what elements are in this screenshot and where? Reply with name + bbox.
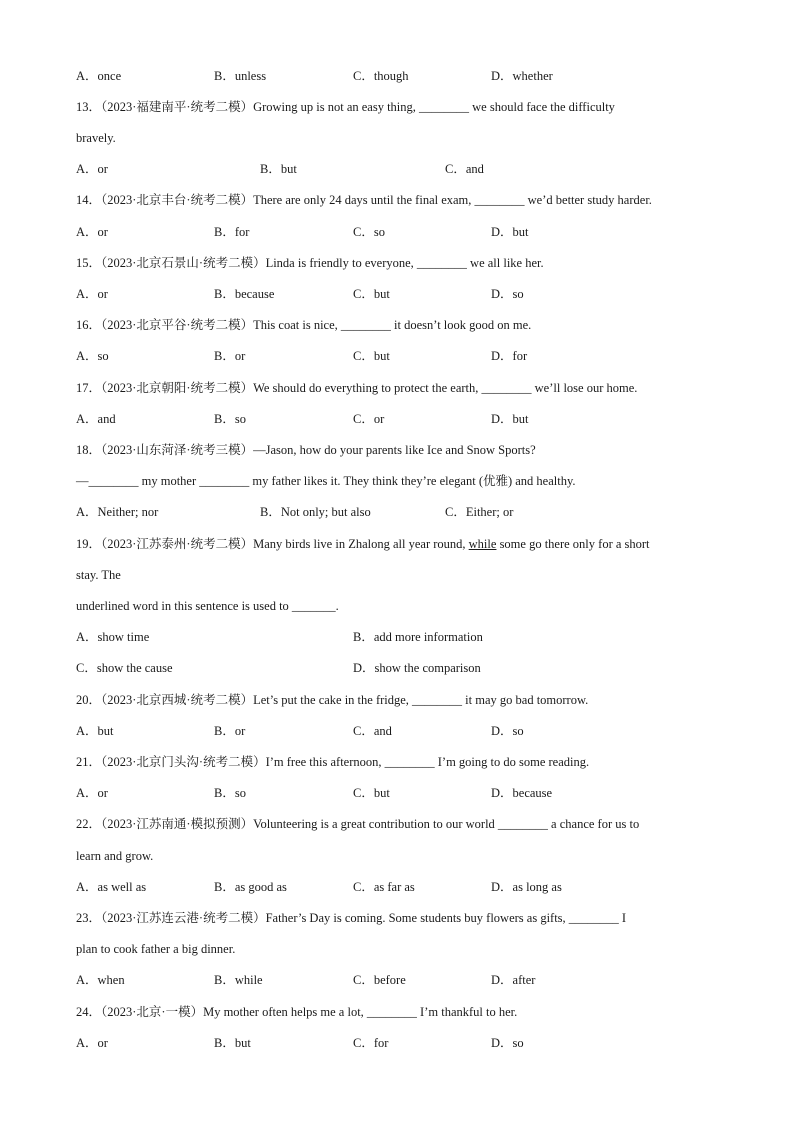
q14-option-c: C．so <box>353 225 385 239</box>
q14-option-a: A．or <box>76 225 108 239</box>
q16-option-a: A．so <box>76 349 109 363</box>
q23-option-b: B．while <box>214 973 263 987</box>
q17-option-c: C．or <box>353 412 385 426</box>
q21-option-a: A．or <box>76 786 108 800</box>
q17-option-b: B．so <box>214 412 246 426</box>
q18-option-c: C．Either; or <box>445 505 514 519</box>
q19-stem-line3: underlined word in this sentence is used to _______. <box>76 599 339 613</box>
q12-option-d: D．whether <box>491 69 553 83</box>
q19-underlined-word: while <box>468 537 497 551</box>
q18-stem-line2: —________ my mother ________ my father likes it. They think they’re elegant (优雅) and healthy. <box>76 474 576 488</box>
q23-option-d: D．after <box>491 973 536 987</box>
q15-option-b: B．because <box>214 287 275 301</box>
q24-stem: 24．（2023·北京·一模）My mother often helps me a lot, ________ I’m thankful to her. <box>76 1005 518 1019</box>
q15-option-d: D．so <box>491 287 524 301</box>
q16-option-d: D．for <box>491 349 528 363</box>
q19-option-a: A．show time <box>76 630 150 644</box>
q14-stem: 14．（2023·北京丰台·统考二模）There are only 24 days until the final exam, ________ we’d better study harder. <box>76 193 652 207</box>
q22-option-a: A．as well as <box>76 880 147 894</box>
q12-option-c: C．though <box>353 69 409 83</box>
q16-stem: 16．（2023·北京平谷·统考二模）This coat is nice, ________ it doesn’t look good on me. <box>76 318 532 332</box>
q15-option-a: A．or <box>76 287 108 301</box>
q22-option-c: C．as far as <box>353 880 415 894</box>
q12-option-a: A．once <box>76 69 122 83</box>
q24-option-c: C．for <box>353 1036 389 1050</box>
q22-stem-line1: 22．（2023·江苏南通·模拟预测）Volunteering is a great contribution to our world ________ a chance for us to <box>76 817 640 831</box>
q24-option-a: A．or <box>76 1036 108 1050</box>
q13-option-b: B．but <box>260 162 297 176</box>
q19-option-c: C．show the cause <box>76 661 173 675</box>
q22-option-d: D．as long as <box>491 880 562 894</box>
q12-option-b: B．unless <box>214 69 267 83</box>
q16-option-b: B．or <box>214 349 246 363</box>
q23-stem-line1: 23．（2023·江苏连云港·统考二模）Father’s Day is coming. Some students buy flowers as gifts, ________ I <box>76 911 627 925</box>
q17-option-d: D．but <box>491 412 529 426</box>
q18-stem-line1: 18．（2023·山东菏泽·统考三模）—Jason, how do your parents like Ice and Snow Sports? <box>76 443 536 457</box>
q20-option-a: A．but <box>76 724 114 738</box>
q20-stem: 20．（2023·北京西城·统考二模）Let’s put the cake in the fridge, ________ it may go bad tomorrow. <box>76 693 589 707</box>
q14-option-b: B．for <box>214 225 250 239</box>
q24-option-b: B．but <box>214 1036 251 1050</box>
q19-option-d: D．show the comparison <box>353 661 481 675</box>
q19-option-b: B．add more information <box>353 630 483 644</box>
q19-stem-line2: stay. The <box>76 568 121 582</box>
q23-option-a: A．when <box>76 973 125 987</box>
q13-stem-line2: bravely. <box>76 131 116 145</box>
q23-option-c: C．before <box>353 973 406 987</box>
q21-stem: 21．（2023·北京门头沟·统考二模）I’m free this afternoon, ________ I’m going to do some reading. <box>76 755 590 769</box>
q20-option-d: D．so <box>491 724 524 738</box>
q22-option-b: B．as good as <box>214 880 287 894</box>
q21-option-c: C．but <box>353 786 390 800</box>
q20-option-b: B．or <box>214 724 246 738</box>
q15-option-c: C．but <box>353 287 390 301</box>
q13-option-a: A．or <box>76 162 108 176</box>
q24-option-d: D．so <box>491 1036 524 1050</box>
q17-option-a: A．and <box>76 412 116 426</box>
q20-option-c: C．and <box>353 724 392 738</box>
q17-stem: 17．（2023·北京朝阳·统考二模）We should do everything to protect the earth, ________ we’ll lose our home. <box>76 381 638 395</box>
q13-option-c: C．and <box>445 162 484 176</box>
q18-option-b: B．Not only; but also <box>260 505 371 519</box>
q14-option-d: D．but <box>491 225 529 239</box>
q16-option-c: C．but <box>353 349 390 363</box>
q22-stem-line2: learn and grow. <box>76 849 154 863</box>
q13-stem-line1: 13．（2023·福建南平·统考二模）Growing up is not an easy thing, ________ we should face the difficulty <box>76 100 615 114</box>
q21-option-b: B．so <box>214 786 246 800</box>
q19-stem-text-after: some go there only for a short <box>496 537 650 551</box>
q19-stem-line1 <box>76 536 650 552</box>
q19-stem-text-before: 19．（2023·江苏泰州·统考二模）Many birds live in Zhalong all year round, <box>76 537 469 551</box>
q21-option-d: D．because <box>491 786 553 800</box>
q18-option-a: A．Neither; nor <box>76 505 159 519</box>
q23-stem-line2: plan to cook father a big dinner. <box>76 942 236 956</box>
q15-stem: 15．（2023·北京石景山·统考二模）Linda is friendly to everyone, ________ we all like her. <box>76 256 544 270</box>
